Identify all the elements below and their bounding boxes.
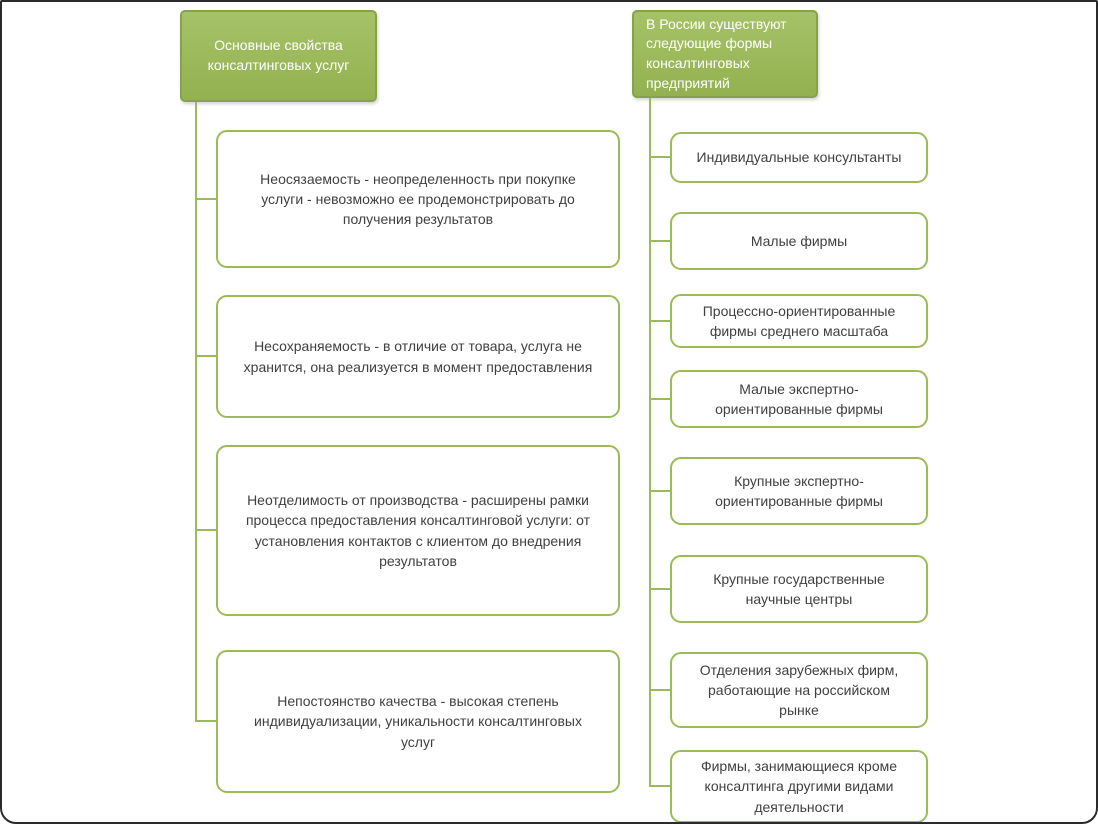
right-tree-header: В России существуют следующие формы консалтинговых предприятий: [632, 10, 818, 98]
right-tree-connector-2: [649, 240, 670, 242]
left-tree-item-intangibility: Неосязаемость - неопределенность при покупке услуги - невозможно ее продемонстрировать до получения результатов: [216, 130, 620, 268]
left-tree-header: Основные свойства консалтинговых услуг: [180, 10, 377, 102]
right-tree-connector-6: [649, 588, 670, 590]
right-tree-connector-7: [649, 689, 670, 691]
left-tree-item-inseparability: Неотделимость от производства - расширены рамки процесса предоставления консалтинговой услуги: от установления контактов с клиентом до внедрения результатов: [216, 445, 620, 616]
right-tree-item-small-expert-firms: Малые экспертно-ориентированные фирмы: [670, 370, 928, 428]
right-tree-trunk-line: [649, 98, 651, 787]
left-tree-connector-3: [195, 529, 216, 531]
left-tree-item-perishability: Несохраняемость - в отличие от товара, услуга не хранится, она реализуется в момент предоставления: [216, 295, 620, 418]
right-tree-connector-1: [649, 156, 670, 158]
right-tree-connector-5: [649, 490, 670, 492]
right-tree-item-large-expert-firms: Крупные экспертно-ориентированные фирмы: [670, 457, 928, 525]
right-tree-connector-3: [649, 320, 670, 322]
right-tree-item-state-science-centers: Крупные государственные научные центры: [670, 555, 928, 623]
right-tree-item-small-firms: Малые фирмы: [670, 212, 928, 270]
right-tree-connector-4: [649, 398, 670, 400]
right-tree-item-process-oriented-firms: Процессно-ориентированные фирмы среднего масштаба: [670, 294, 928, 348]
left-tree-trunk-line: [195, 102, 197, 722]
right-tree-connector-8: [649, 785, 670, 787]
left-tree-connector-4: [195, 720, 216, 722]
left-tree-connector-2: [195, 355, 216, 357]
left-tree-item-variability: Непостоянство качества - высокая степень индивидуализации, уникальности консалтинговых услуг: [216, 650, 620, 793]
left-tree-connector-1: [195, 198, 216, 200]
right-tree-item-foreign-branches: Отделения зарубежных фирм, работающие на российском рынке: [670, 652, 928, 728]
right-tree-item-individual-consultants: Индивидуальные консультанты: [670, 132, 928, 183]
right-tree-item-mixed-activity-firms: Фирмы, занимающиеся кроме консалтинга другими видами деятельности: [670, 750, 928, 823]
